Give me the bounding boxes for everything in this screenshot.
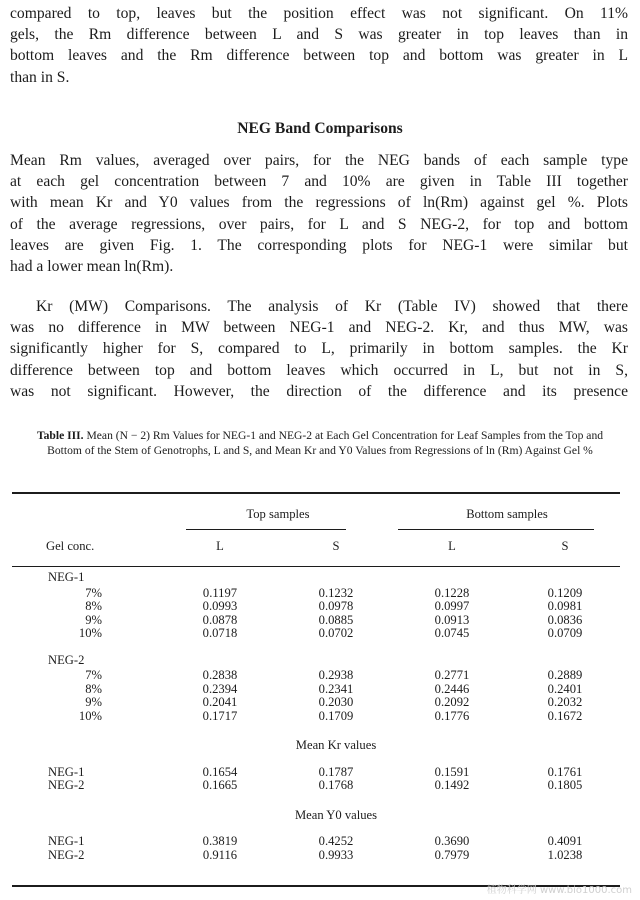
table-row <box>12 696 620 710</box>
y0-section-title: Mean Y0 values <box>294 807 378 822</box>
table-row <box>12 627 620 641</box>
table-cell: 0.2446 <box>434 681 470 696</box>
row-label: 9% <box>85 612 102 627</box>
table-cell: 0.1492 <box>434 778 470 792</box>
table-top-rule <box>12 492 620 494</box>
table-row <box>12 723 620 766</box>
row-label: 8% <box>85 599 102 613</box>
table-cell: 0.2032 <box>547 695 583 709</box>
column-header: L <box>216 538 224 553</box>
watermark: 植物科学网 www.bio1000.com <box>486 885 632 896</box>
table-cell: 0.2030 <box>318 695 354 709</box>
table-cell: 0.1197 <box>202 585 238 600</box>
text-line: significantly higher for S, compared to L, primarily in bottom samples. the Kr <box>10 340 628 358</box>
text-line: Mean Rm values, averaged over pairs, for the NEG bands of each sample type <box>10 152 628 169</box>
table-cell: 0.1654 <box>202 764 238 779</box>
table-row <box>12 614 620 628</box>
table-cell: 0.1665 <box>202 778 238 792</box>
table-cell: 0.1591 <box>434 764 470 779</box>
text-line: gels, the Rm difference between L and S was greater in top leaves than in <box>10 26 628 44</box>
spacer-cell <box>510 641 620 668</box>
text-line: was not significant. However, the direction of the difference and its presence <box>10 382 628 400</box>
group-name-row <box>12 641 620 668</box>
table-cell: 0.0913 <box>434 612 470 627</box>
table-cell: 0.2889 <box>547 668 583 682</box>
table-cell: 0.1228 <box>434 585 470 600</box>
row-header: Gel conc. <box>46 538 95 553</box>
column-header-row <box>12 522 620 564</box>
table-cell: 0.7979 <box>434 847 470 862</box>
text-line: bottom leaves and the Rm difference between top and bottom was greater in L <box>10 47 628 65</box>
header-bottom-rule <box>12 566 620 567</box>
table-cell: 0.1709 <box>318 708 354 723</box>
table-row <box>12 779 620 793</box>
group-name: NEG-2 <box>48 652 85 667</box>
table-cell: 0.1805 <box>547 778 583 792</box>
text-line: of the average regressions, over pairs, for L and S NEG-2, for top and bottom <box>10 215 628 233</box>
group-name: NEG-1 <box>48 570 85 584</box>
column-header: S <box>332 538 340 553</box>
group-header-bottom: Bottom samples <box>466 507 548 521</box>
row-label: NEG-1 <box>48 764 85 779</box>
column-header: S <box>561 538 569 553</box>
table-cell: 0.2394 <box>202 681 238 696</box>
table-cell: 0.2092 <box>434 695 470 709</box>
row-label: NEG-2 <box>48 847 85 862</box>
table-cell: 0.0993 <box>202 599 238 613</box>
table-row <box>12 683 620 697</box>
table-cell: 0.1209 <box>547 585 583 600</box>
data-table <box>12 500 620 862</box>
table-cell: 0.9116 <box>202 847 238 862</box>
paragraph-3 <box>10 296 628 402</box>
spacer-cell <box>510 723 620 766</box>
table-cell: 0.2838 <box>202 668 238 682</box>
table-cell: 0.1232 <box>318 585 354 600</box>
table-cell: 0.1717 <box>202 708 238 723</box>
table-cell: 0.0978 <box>318 599 354 613</box>
table-cell: 0.0745 <box>434 626 470 640</box>
table-cell: 0.1672 <box>547 708 583 723</box>
table-cell: 0.2401 <box>547 681 583 696</box>
group-header-top: Top samples <box>246 507 310 521</box>
table-cell: 0.2938 <box>318 668 354 682</box>
table-cell: 0.9933 <box>318 847 354 862</box>
text-line: difference between top and bottom leaves which occurred in L, but not in S, <box>10 361 628 379</box>
table-caption-label: Table III. <box>36 429 84 442</box>
paragraph-2 <box>10 150 628 277</box>
table-body <box>12 563 620 862</box>
text-line: compared to top, leaves but the position effect was not significant. On 11% <box>10 5 628 22</box>
table-cell: 0.0709 <box>547 626 583 640</box>
spacer-cell <box>394 641 510 668</box>
table-cell: 0.0981 <box>547 599 583 613</box>
row-label: 7% <box>85 585 102 600</box>
table-cell: 0.1761 <box>547 764 583 779</box>
text-line: with mean Kr and Y0 values from the regressions of ln(Rm) against gel %. Plots <box>10 194 628 212</box>
text-line: had a lower mean ln(Rm). <box>10 258 174 276</box>
table-cell: 0.2341 <box>318 681 354 696</box>
column-header: L <box>448 538 456 553</box>
table-cell: 1.0238 <box>547 847 583 862</box>
table-cell: 0.0885 <box>318 612 354 627</box>
table-row <box>12 600 620 614</box>
table-cell: 0.4252 <box>318 834 354 848</box>
table-cell: 0.0836 <box>547 612 583 627</box>
spacer-cell <box>510 793 620 836</box>
text-line: leaves are given Fig. 1. The corresponding plots for NEG-1 were similar but <box>10 236 628 254</box>
text-line: than in S. <box>10 68 70 86</box>
table-cell: 0.0878 <box>202 612 238 627</box>
table-row <box>12 710 620 724</box>
text-line: Kr (MW) Comparisons. The analysis of Kr (Table IV) showed that there <box>36 298 628 315</box>
row-label: 9% <box>85 695 102 709</box>
paragraph-1 <box>10 3 628 88</box>
table-cell: 0.0718 <box>202 626 238 640</box>
spacer-cell <box>12 723 162 766</box>
text-line: at each gel concentration between 7 and 10% are given in Table III together <box>10 173 628 191</box>
table-cell: 0.1787 <box>318 764 354 779</box>
table-caption <box>22 428 618 458</box>
table-row <box>12 667 620 683</box>
table-cell: 0.1776 <box>434 708 470 723</box>
section-heading: NEG Band Comparisons <box>237 120 403 137</box>
table-row <box>12 585 620 601</box>
group-rule-top <box>186 529 346 530</box>
row-label: 10% <box>78 708 102 723</box>
row-label: NEG-2 <box>48 778 85 792</box>
row-label: 8% <box>85 681 102 696</box>
spacer-cell <box>162 641 278 668</box>
group-rule-bottom <box>398 529 594 530</box>
table-cell: 0.3819 <box>202 834 238 848</box>
table-cell: 0.2771 <box>434 668 470 682</box>
table-cell: 0.3690 <box>434 834 470 848</box>
row-label: NEG-1 <box>48 834 85 848</box>
row-label: 10% <box>78 626 102 640</box>
table-cell: 0.2041 <box>202 695 238 709</box>
kr-section-title: Mean Kr values <box>295 738 377 752</box>
table-caption-text: Mean (N − 2) Rm Values for NEG-1 and NEG-2 at Each Gel Concentration for Leaf Samples from the Top and Bottom of the Stem of Genotrophs, L and S, and Mean Kr and Y0 Values from Regressions of ln (Rm) Against Gel % <box>47 429 604 457</box>
table-cell: 0.0702 <box>318 626 354 640</box>
table-row <box>12 793 620 836</box>
table-cell: 0.0997 <box>434 599 470 613</box>
table-cell: 0.1768 <box>318 778 354 792</box>
table-row <box>12 849 620 863</box>
group-header-row <box>12 500 620 522</box>
row-label: 7% <box>85 668 102 682</box>
spacer-cell <box>12 793 162 836</box>
table-row <box>12 766 620 780</box>
text-line: was no difference in MW between NEG-1 and NEG-2. Kr, and thus MW, was <box>10 319 628 337</box>
table-row <box>12 835 620 849</box>
table-cell: 0.4091 <box>547 834 583 848</box>
spacer-cell <box>278 641 394 668</box>
